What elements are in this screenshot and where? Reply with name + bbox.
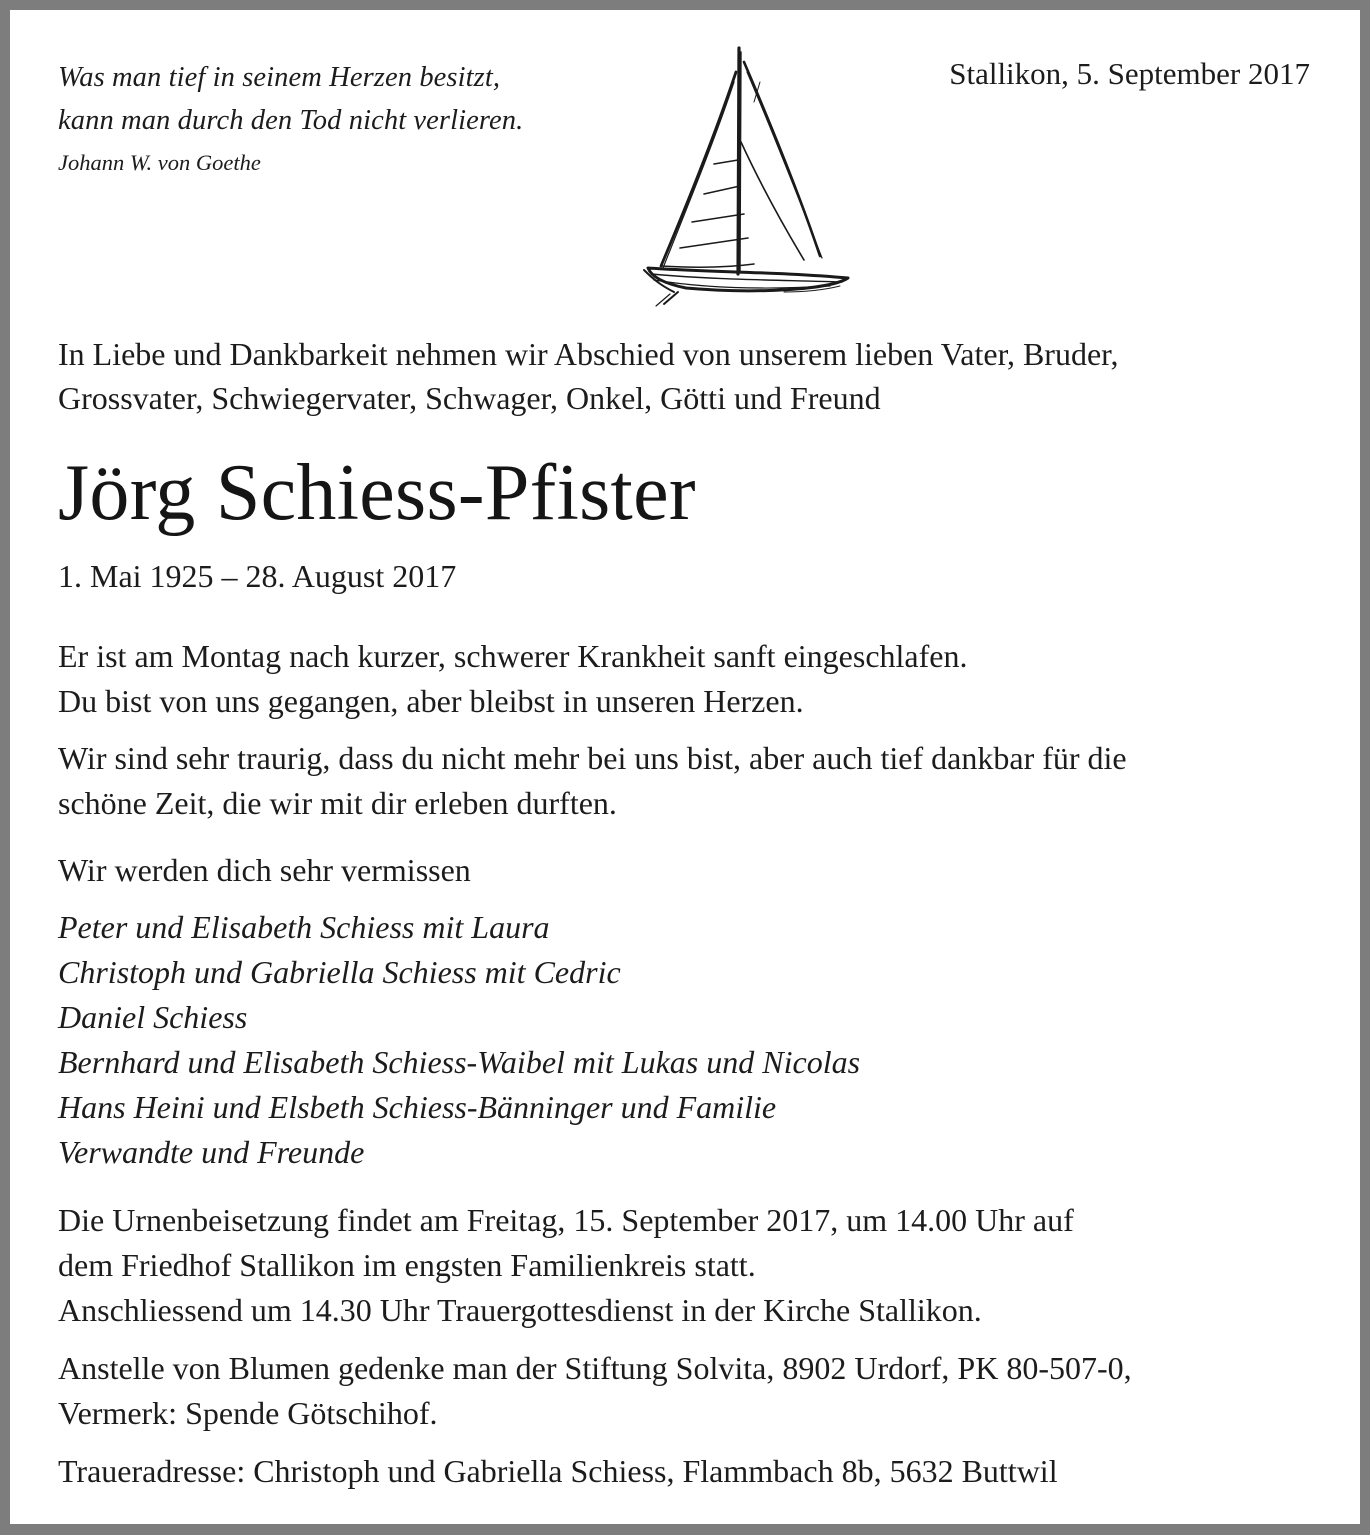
intro-line-2: Grossvater, Schwiegervater, Schwager, Onkel, Götti und Freund xyxy=(58,380,881,416)
message-line: Du bist von uns gegangen, aber bleibst in unseren Herzen. xyxy=(58,683,804,719)
message-paragraph-2 xyxy=(58,736,1127,826)
miss-you-line: Wir werden dich sehr vermissen xyxy=(58,852,471,888)
lifespan-dates: 1. Mai 1925 – 28. August 2017 xyxy=(58,558,457,594)
message-line: Er ist am Montag nach kurzer, schwerer Krankheit sanft eingeschlafen. xyxy=(58,638,968,674)
goethe-quote xyxy=(58,56,523,142)
ceremony-line: Die Urnenbeisetzung findet am Freitag, 15. September 2017, um 14.00 Uhr auf xyxy=(58,1202,1074,1238)
mourner-entry: Peter und Elisabeth Schiess mit Laura xyxy=(58,909,550,945)
quote-line-2: kann man durch den Tod nicht verlieren. xyxy=(58,105,524,136)
donation-line: Vermerk: Spende Götschihof. xyxy=(58,1395,438,1431)
ceremony-info xyxy=(58,1198,1074,1333)
place-date: Stallikon, 5. September 2017 xyxy=(949,56,1310,91)
intro-text xyxy=(58,332,1119,420)
mourner-entry: Daniel Schiess xyxy=(58,999,248,1035)
mourner-entry: Bernhard und Elisabeth Schiess-Waibel mit Lukas und Nicolas xyxy=(58,1044,861,1080)
sailboat-icon xyxy=(634,42,852,310)
message-line: schöne Zeit, die wir mit dir erleben durften. xyxy=(58,785,617,821)
donation-line: Anstelle von Blumen gedenke man der Stiftung Solvita, 8902 Urdorf, PK 80-507-0, xyxy=(58,1350,1132,1386)
message-paragraph-1 xyxy=(58,634,967,724)
mourner-entry: Christoph und Gabriella Schiess mit Cedric xyxy=(58,954,621,990)
quote-line-1: Was man tief in seinem Herzen besitzt, xyxy=(58,62,501,93)
obituary-card xyxy=(10,10,1360,1524)
intro-line-1: In Liebe und Dankbarkeit nehmen wir Abschied von unserem lieben Vater, Bruder, xyxy=(58,336,1119,372)
donation-info xyxy=(58,1346,1132,1436)
mourner-entry: Verwandte und Freunde xyxy=(58,1134,365,1170)
quote-author: Johann W. von Goethe xyxy=(58,150,261,175)
mourners-list xyxy=(58,905,860,1175)
deceased-name: Jörg Schiess-Pfister xyxy=(58,449,696,537)
message-line: Wir sind sehr traurig, dass du nicht mehr bei uns bist, aber auch tief dankbar für die xyxy=(58,740,1127,776)
ceremony-line: Anschliessend um 14.30 Uhr Trauergottesdienst in der Kirche Stallikon. xyxy=(58,1292,982,1328)
ceremony-line: dem Friedhof Stallikon im engsten Familienkreis statt. xyxy=(58,1247,756,1283)
mourning-address: Traueradresse: Christoph und Gabriella Schiess, Flammbach 8b, 5632 Buttwil xyxy=(58,1453,1058,1489)
mourner-entry: Hans Heini und Elsbeth Schiess-Bänninger und Familie xyxy=(58,1089,777,1125)
